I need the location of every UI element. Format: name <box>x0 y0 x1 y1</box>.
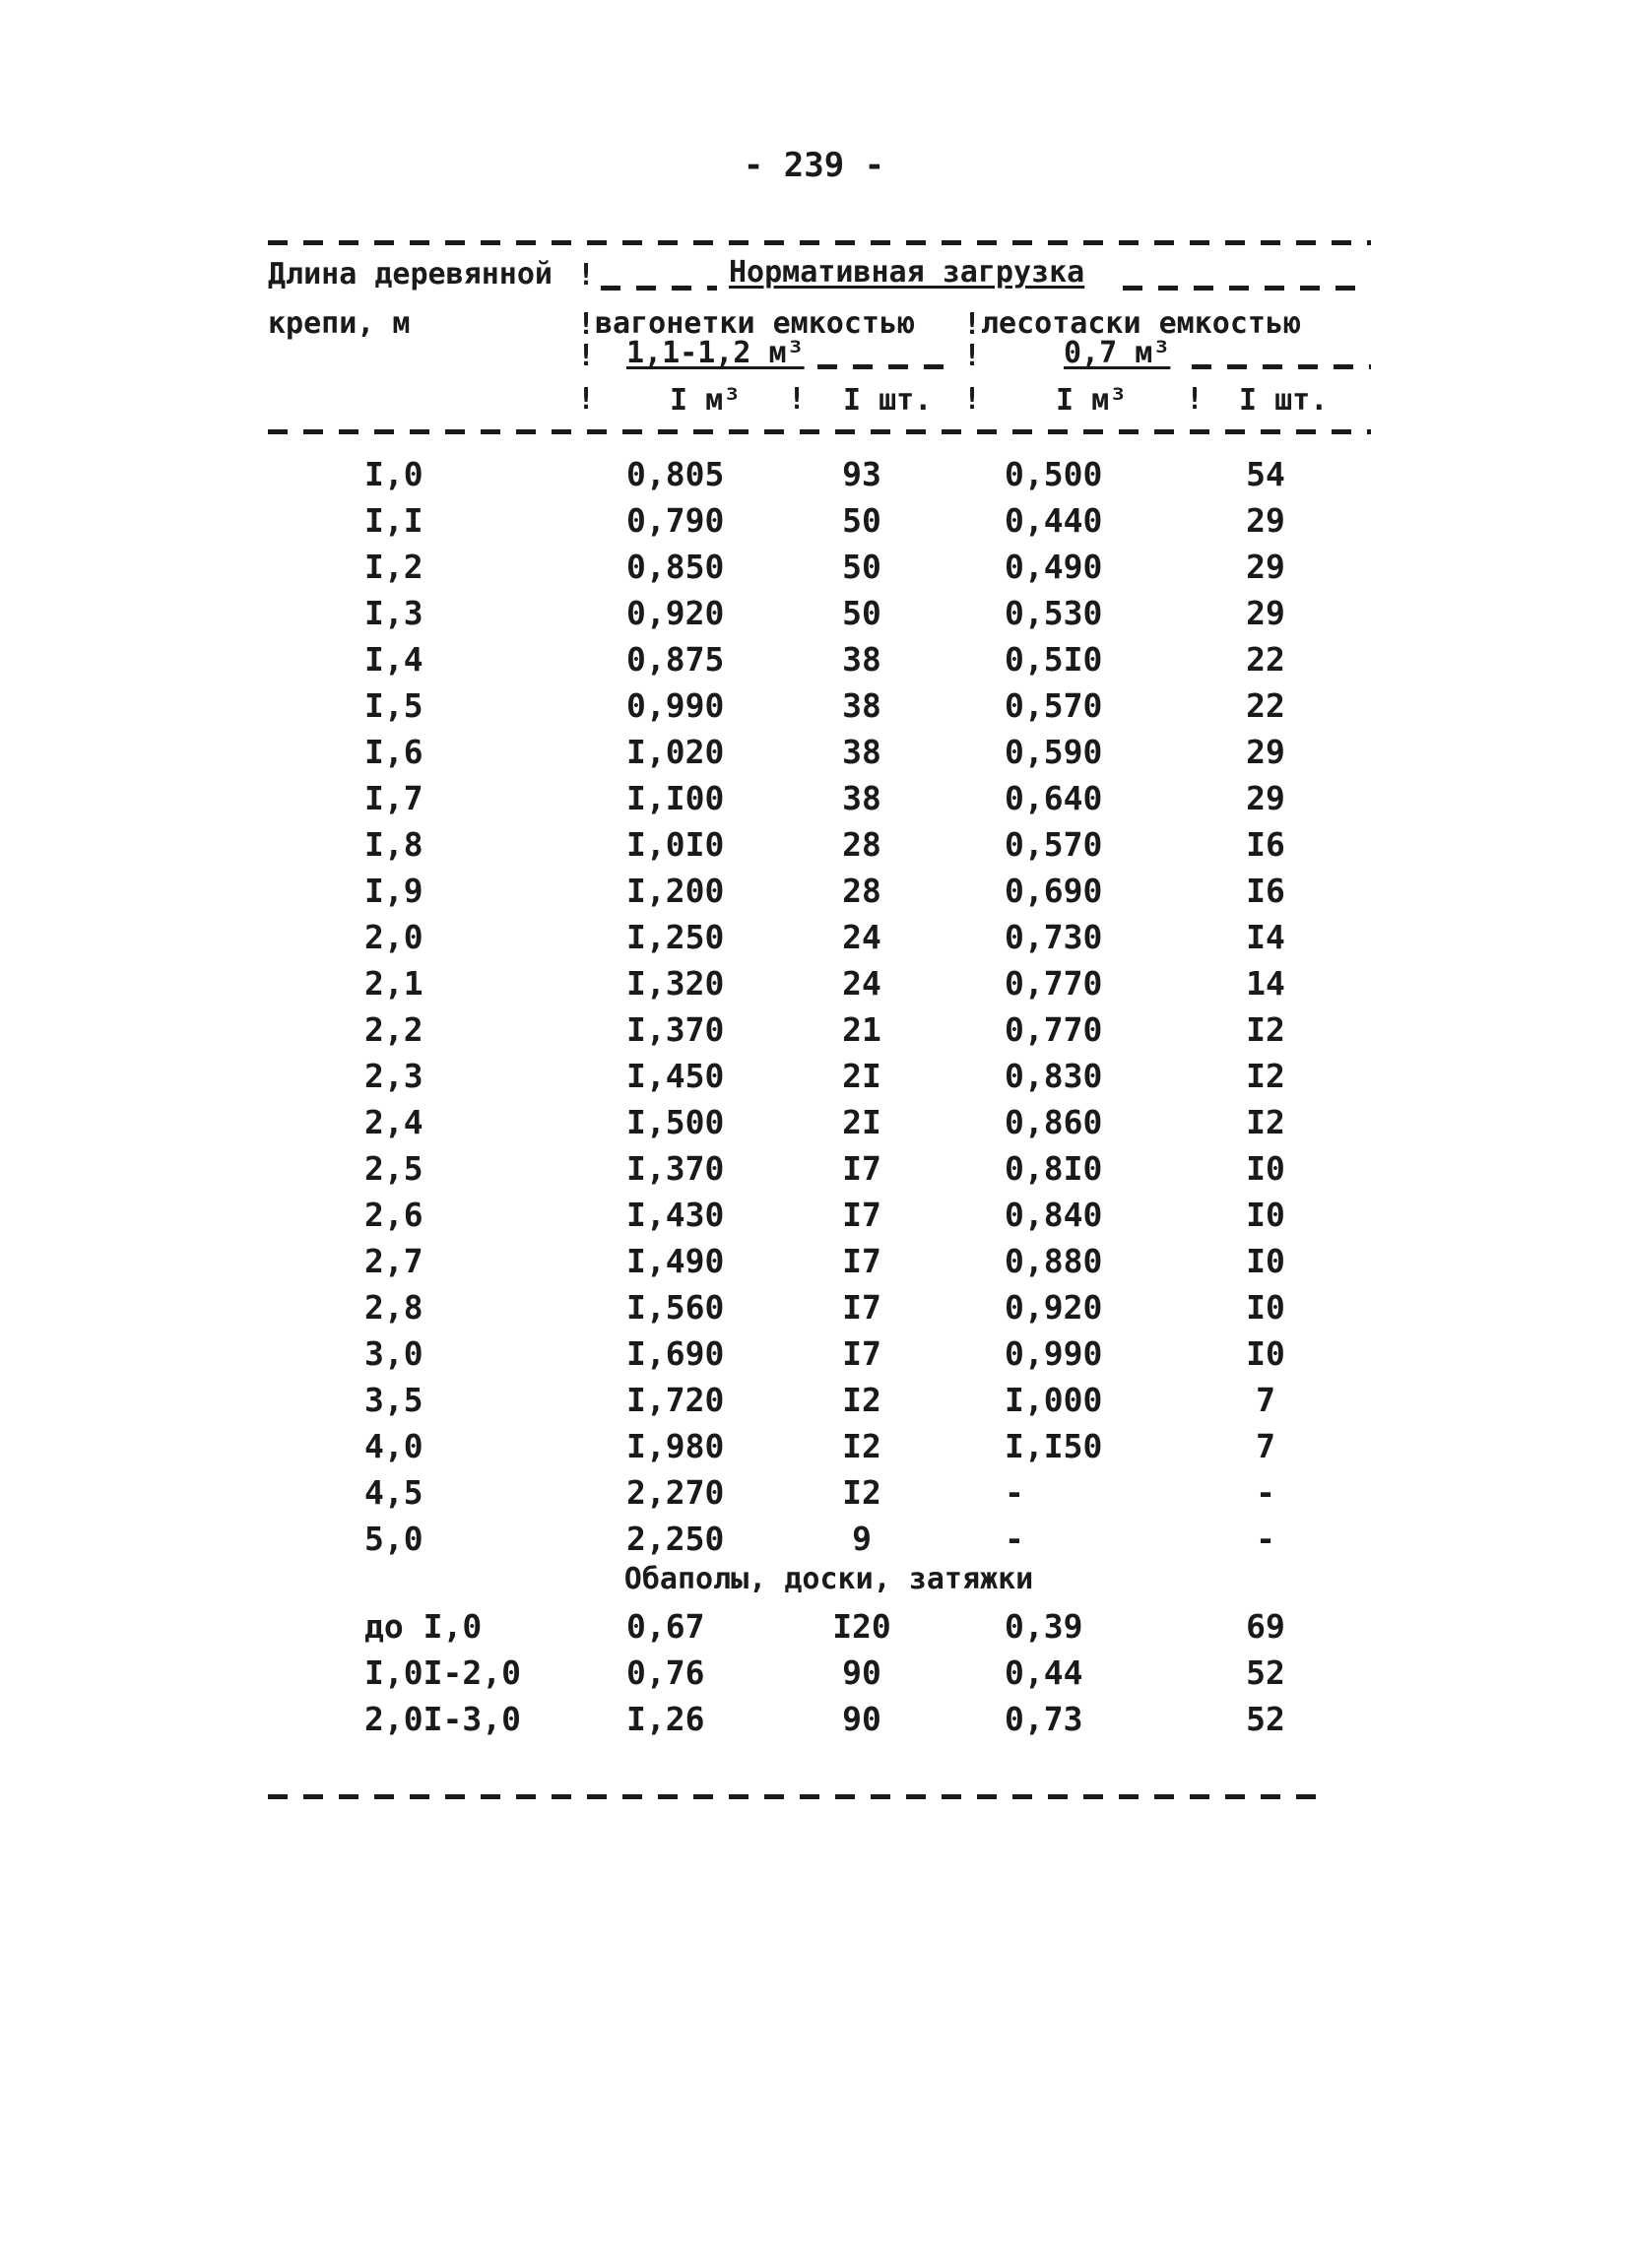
cell-length: 2,0I-3,0 <box>364 1700 521 1738</box>
table-row <box>0 1057 1628 1103</box>
cell-length: 2,8 <box>364 1288 423 1327</box>
cell-length: 2,6 <box>364 1196 423 1234</box>
header-separator: ! <box>1186 382 1205 417</box>
cell-lift-m3: 0,5I0 <box>1005 640 1103 679</box>
table-row <box>0 1149 1628 1196</box>
cell-wagon-pcs: 38 <box>842 733 881 771</box>
table-row <box>0 1381 1628 1427</box>
cell-wagon-pcs: I7 <box>842 1334 881 1373</box>
table-row <box>0 733 1628 779</box>
cell-wagon-m3: I,020 <box>626 733 725 771</box>
header-separator: ! <box>577 339 596 373</box>
header-bottom-rule <box>268 429 1371 434</box>
cell-wagon-m3: I,26 <box>626 1700 705 1738</box>
table-row <box>0 548 1628 594</box>
cell-length: I,2 <box>364 548 423 586</box>
cell-lift-pcs: 29 <box>1246 733 1285 771</box>
table-row <box>0 779 1628 825</box>
cell-wagon-pcs: 28 <box>842 872 881 910</box>
cell-lift-m3: - <box>1005 1473 1024 1512</box>
cell-lift-m3: 0,490 <box>1005 548 1103 586</box>
cell-lift-pcs: I2 <box>1246 1057 1285 1095</box>
table-row <box>0 686 1628 733</box>
cell-lift-m3: I,000 <box>1005 1381 1103 1419</box>
cell-lift-m3: 0,570 <box>1005 686 1103 725</box>
cell-length: 4,0 <box>364 1427 423 1465</box>
cell-length: 5,0 <box>364 1520 423 1558</box>
cell-wagon-pcs: 38 <box>842 686 881 725</box>
cell-lift-pcs: 29 <box>1246 548 1285 586</box>
cell-wagon-pcs: 2I <box>842 1057 881 1095</box>
cell-wagon-m3: I,450 <box>626 1057 725 1095</box>
cell-length: 4,5 <box>364 1473 423 1512</box>
cell-wagon-pcs: 50 <box>842 548 881 586</box>
cell-wagon-pcs: I20 <box>832 1607 891 1646</box>
cell-length: I,3 <box>364 594 423 632</box>
cell-lift-pcs: I0 <box>1246 1196 1285 1234</box>
header-sub2-rule <box>1192 364 1371 369</box>
cell-length: I,0I-2,0 <box>364 1653 521 1692</box>
cell-lift-m3: 0,770 <box>1005 1010 1103 1049</box>
table-row <box>0 872 1628 918</box>
header-group-rule-left <box>601 286 717 291</box>
cell-wagon-pcs: 9 <box>852 1520 872 1558</box>
cell-lift-pcs: 54 <box>1246 455 1285 493</box>
cell-wagon-pcs: I7 <box>842 1288 881 1327</box>
table-row <box>0 1103 1628 1149</box>
table-row <box>0 1288 1628 1334</box>
cell-wagon-m3: I,690 <box>626 1334 725 1373</box>
bottom-rule <box>268 1794 1322 1799</box>
cell-lift-m3: 0,44 <box>1005 1653 1083 1692</box>
cell-lift-m3: I,I50 <box>1005 1427 1103 1465</box>
cell-length: 2,0 <box>364 918 423 956</box>
cell-lift-pcs: I0 <box>1246 1288 1285 1327</box>
cell-lift-pcs: 29 <box>1246 501 1285 540</box>
cell-lift-pcs: I0 <box>1246 1149 1285 1188</box>
header-sub1-capacity: 1,1-1,2 м³ <box>626 336 805 370</box>
cell-wagon-m3: I,200 <box>626 872 725 910</box>
header-separator: ! <box>963 339 982 373</box>
cell-lift-pcs: I0 <box>1246 1334 1285 1373</box>
header-sub2-title: лесотаски емкостью <box>981 306 1302 341</box>
cell-length: I,6 <box>364 733 423 771</box>
cell-length: I,9 <box>364 872 423 910</box>
cell-wagon-pcs: 2I <box>842 1103 881 1141</box>
cell-lift-m3: 0,570 <box>1005 825 1103 864</box>
table-row <box>0 1607 1628 1653</box>
cell-lift-pcs: I2 <box>1246 1103 1285 1141</box>
cell-lift-pcs: I6 <box>1246 872 1285 910</box>
table-row <box>0 1427 1628 1473</box>
cell-length: I,0 <box>364 455 423 493</box>
cell-lift-m3: 0,920 <box>1005 1288 1103 1327</box>
cell-length: 3,5 <box>364 1381 423 1419</box>
cell-lift-m3: - <box>1005 1520 1024 1558</box>
cell-wagon-pcs: 24 <box>842 918 881 956</box>
cell-wagon-m3: 0,920 <box>626 594 725 632</box>
cell-lift-pcs: - <box>1256 1520 1275 1558</box>
cell-lift-pcs: 14 <box>1246 964 1285 1003</box>
table-body-section <box>0 1607 1628 1746</box>
table-row <box>0 1010 1628 1057</box>
table-row <box>0 918 1628 964</box>
cell-lift-m3: 0,590 <box>1005 733 1103 771</box>
table-row <box>0 501 1628 548</box>
cell-length: 2,3 <box>364 1057 423 1095</box>
header-separator: ! <box>577 382 596 417</box>
cell-length: I,8 <box>364 825 423 864</box>
cell-wagon-m3: I,490 <box>626 1242 725 1280</box>
cell-lift-pcs: 7 <box>1256 1381 1275 1419</box>
header-separator: ! <box>788 382 807 417</box>
header-group-title: Нормативная загрузка <box>729 255 1085 290</box>
table-row <box>0 640 1628 686</box>
cell-wagon-m3: 0,875 <box>626 640 725 679</box>
cell-lift-pcs: 22 <box>1246 640 1285 679</box>
cell-wagon-m3: 0,850 <box>626 548 725 586</box>
header-unit-m3-2: I м³ <box>1056 383 1128 418</box>
cell-length: I,4 <box>364 640 423 679</box>
cell-wagon-m3: I,370 <box>626 1149 725 1188</box>
section-title: Обаполы, доски, затяжки <box>623 1562 1034 1596</box>
cell-wagon-pcs: I7 <box>842 1149 881 1188</box>
cell-length: 2,2 <box>364 1010 423 1049</box>
header-group-rule-right <box>1123 286 1371 291</box>
header-unit-pcs-1: I шт. <box>843 383 933 418</box>
header-unit-pcs-2: I шт. <box>1239 383 1329 418</box>
cell-wagon-m3: I,250 <box>626 918 725 956</box>
cell-wagon-m3: I,320 <box>626 964 725 1003</box>
cell-length: I,I <box>364 501 423 540</box>
cell-wagon-pcs: I2 <box>842 1427 881 1465</box>
table-body <box>0 455 1628 1566</box>
cell-wagon-m3: I,0I0 <box>626 825 725 864</box>
cell-wagon-m3: I,500 <box>626 1103 725 1141</box>
cell-lift-pcs: 7 <box>1256 1427 1275 1465</box>
header-col1-line1: Длина деревянной <box>268 257 553 292</box>
cell-wagon-m3: I,370 <box>626 1010 725 1049</box>
cell-wagon-pcs: I7 <box>842 1242 881 1280</box>
cell-lift-pcs: 29 <box>1246 594 1285 632</box>
cell-lift-pcs: I2 <box>1246 1010 1285 1049</box>
cell-wagon-m3: 0,76 <box>626 1653 705 1692</box>
header-separator: ! <box>577 307 596 342</box>
cell-wagon-m3: I,720 <box>626 1381 725 1419</box>
cell-wagon-pcs: 90 <box>842 1700 881 1738</box>
header-separator: ! <box>577 258 596 292</box>
cell-length: до I,0 <box>364 1607 483 1646</box>
cell-length: 2,1 <box>364 964 423 1003</box>
header-sub1-rule <box>817 364 945 369</box>
cell-wagon-m3: I,430 <box>626 1196 725 1234</box>
table-row <box>0 594 1628 640</box>
cell-wagon-m3: I,980 <box>626 1427 725 1465</box>
cell-wagon-pcs: 28 <box>842 825 881 864</box>
cell-length: I,5 <box>364 686 423 725</box>
cell-wagon-pcs: 21 <box>842 1010 881 1049</box>
cell-length: 2,5 <box>364 1149 423 1188</box>
cell-wagon-pcs: 50 <box>842 501 881 540</box>
cell-wagon-m3: 2,270 <box>626 1473 725 1512</box>
cell-wagon-m3: 0,790 <box>626 501 725 540</box>
cell-lift-pcs: 52 <box>1246 1700 1285 1738</box>
cell-lift-m3: 0,440 <box>1005 501 1103 540</box>
header-separator: ! <box>963 307 982 342</box>
table-row <box>0 1520 1628 1566</box>
table-row <box>0 1700 1628 1746</box>
header-separator: ! <box>963 382 982 417</box>
cell-lift-pcs: - <box>1256 1473 1275 1512</box>
cell-length: I,7 <box>364 779 423 817</box>
cell-lift-m3: 0,990 <box>1005 1334 1103 1373</box>
top-rule <box>268 240 1371 245</box>
cell-lift-m3: 0,830 <box>1005 1057 1103 1095</box>
cell-lift-m3: 0,690 <box>1005 872 1103 910</box>
table-row <box>0 1473 1628 1520</box>
table-row <box>0 455 1628 501</box>
cell-lift-m3: 0,39 <box>1005 1607 1083 1646</box>
cell-wagon-m3: 0,805 <box>626 455 725 493</box>
cell-lift-m3: 0,840 <box>1005 1196 1103 1234</box>
cell-lift-m3: 0,880 <box>1005 1242 1103 1280</box>
table-row <box>0 1242 1628 1288</box>
cell-lift-pcs: 69 <box>1246 1607 1285 1646</box>
table-row <box>0 825 1628 872</box>
cell-lift-pcs: I6 <box>1246 825 1285 864</box>
cell-lift-pcs: 52 <box>1246 1653 1285 1692</box>
cell-lift-m3: 0,8I0 <box>1005 1149 1103 1188</box>
cell-lift-m3: 0,860 <box>1005 1103 1103 1141</box>
table-row <box>0 1334 1628 1381</box>
cell-lift-m3: 0,500 <box>1005 455 1103 493</box>
cell-lift-pcs: 29 <box>1246 779 1285 817</box>
cell-lift-pcs: I4 <box>1246 918 1285 956</box>
cell-wagon-pcs: 38 <box>842 779 881 817</box>
header-col1-line2: крепи, м <box>268 306 411 341</box>
cell-wagon-pcs: I7 <box>842 1196 881 1234</box>
page-number: - 239 - <box>743 146 885 185</box>
header-sub1-title: вагонетки емкостью <box>595 306 916 341</box>
cell-wagon-pcs: 93 <box>842 455 881 493</box>
cell-wagon-pcs: 50 <box>842 594 881 632</box>
header-sub2-capacity: 0,7 м³ <box>1064 336 1171 370</box>
table-row <box>0 1653 1628 1700</box>
cell-lift-m3: 0,730 <box>1005 918 1103 956</box>
cell-length: 3,0 <box>364 1334 423 1373</box>
cell-wagon-m3: I,I00 <box>626 779 725 817</box>
cell-lift-m3: 0,640 <box>1005 779 1103 817</box>
cell-wagon-m3: 0,67 <box>626 1607 705 1646</box>
cell-wagon-pcs: 90 <box>842 1653 881 1692</box>
cell-wagon-pcs: I2 <box>842 1381 881 1419</box>
table-row <box>0 964 1628 1010</box>
cell-wagon-pcs: 38 <box>842 640 881 679</box>
cell-lift-m3: 0,530 <box>1005 594 1103 632</box>
table-row <box>0 1196 1628 1242</box>
cell-wagon-m3: 0,990 <box>626 686 725 725</box>
cell-wagon-m3: I,560 <box>626 1288 725 1327</box>
cell-lift-m3: 0,73 <box>1005 1700 1083 1738</box>
cell-lift-pcs: 22 <box>1246 686 1285 725</box>
cell-wagon-pcs: I2 <box>842 1473 881 1512</box>
header-unit-m3-1: I м³ <box>670 383 742 418</box>
cell-wagon-m3: 2,250 <box>626 1520 725 1558</box>
cell-length: 2,7 <box>364 1242 423 1280</box>
cell-lift-pcs: I0 <box>1246 1242 1285 1280</box>
cell-lift-m3: 0,770 <box>1005 964 1103 1003</box>
cell-wagon-pcs: 24 <box>842 964 881 1003</box>
cell-length: 2,4 <box>364 1103 423 1141</box>
